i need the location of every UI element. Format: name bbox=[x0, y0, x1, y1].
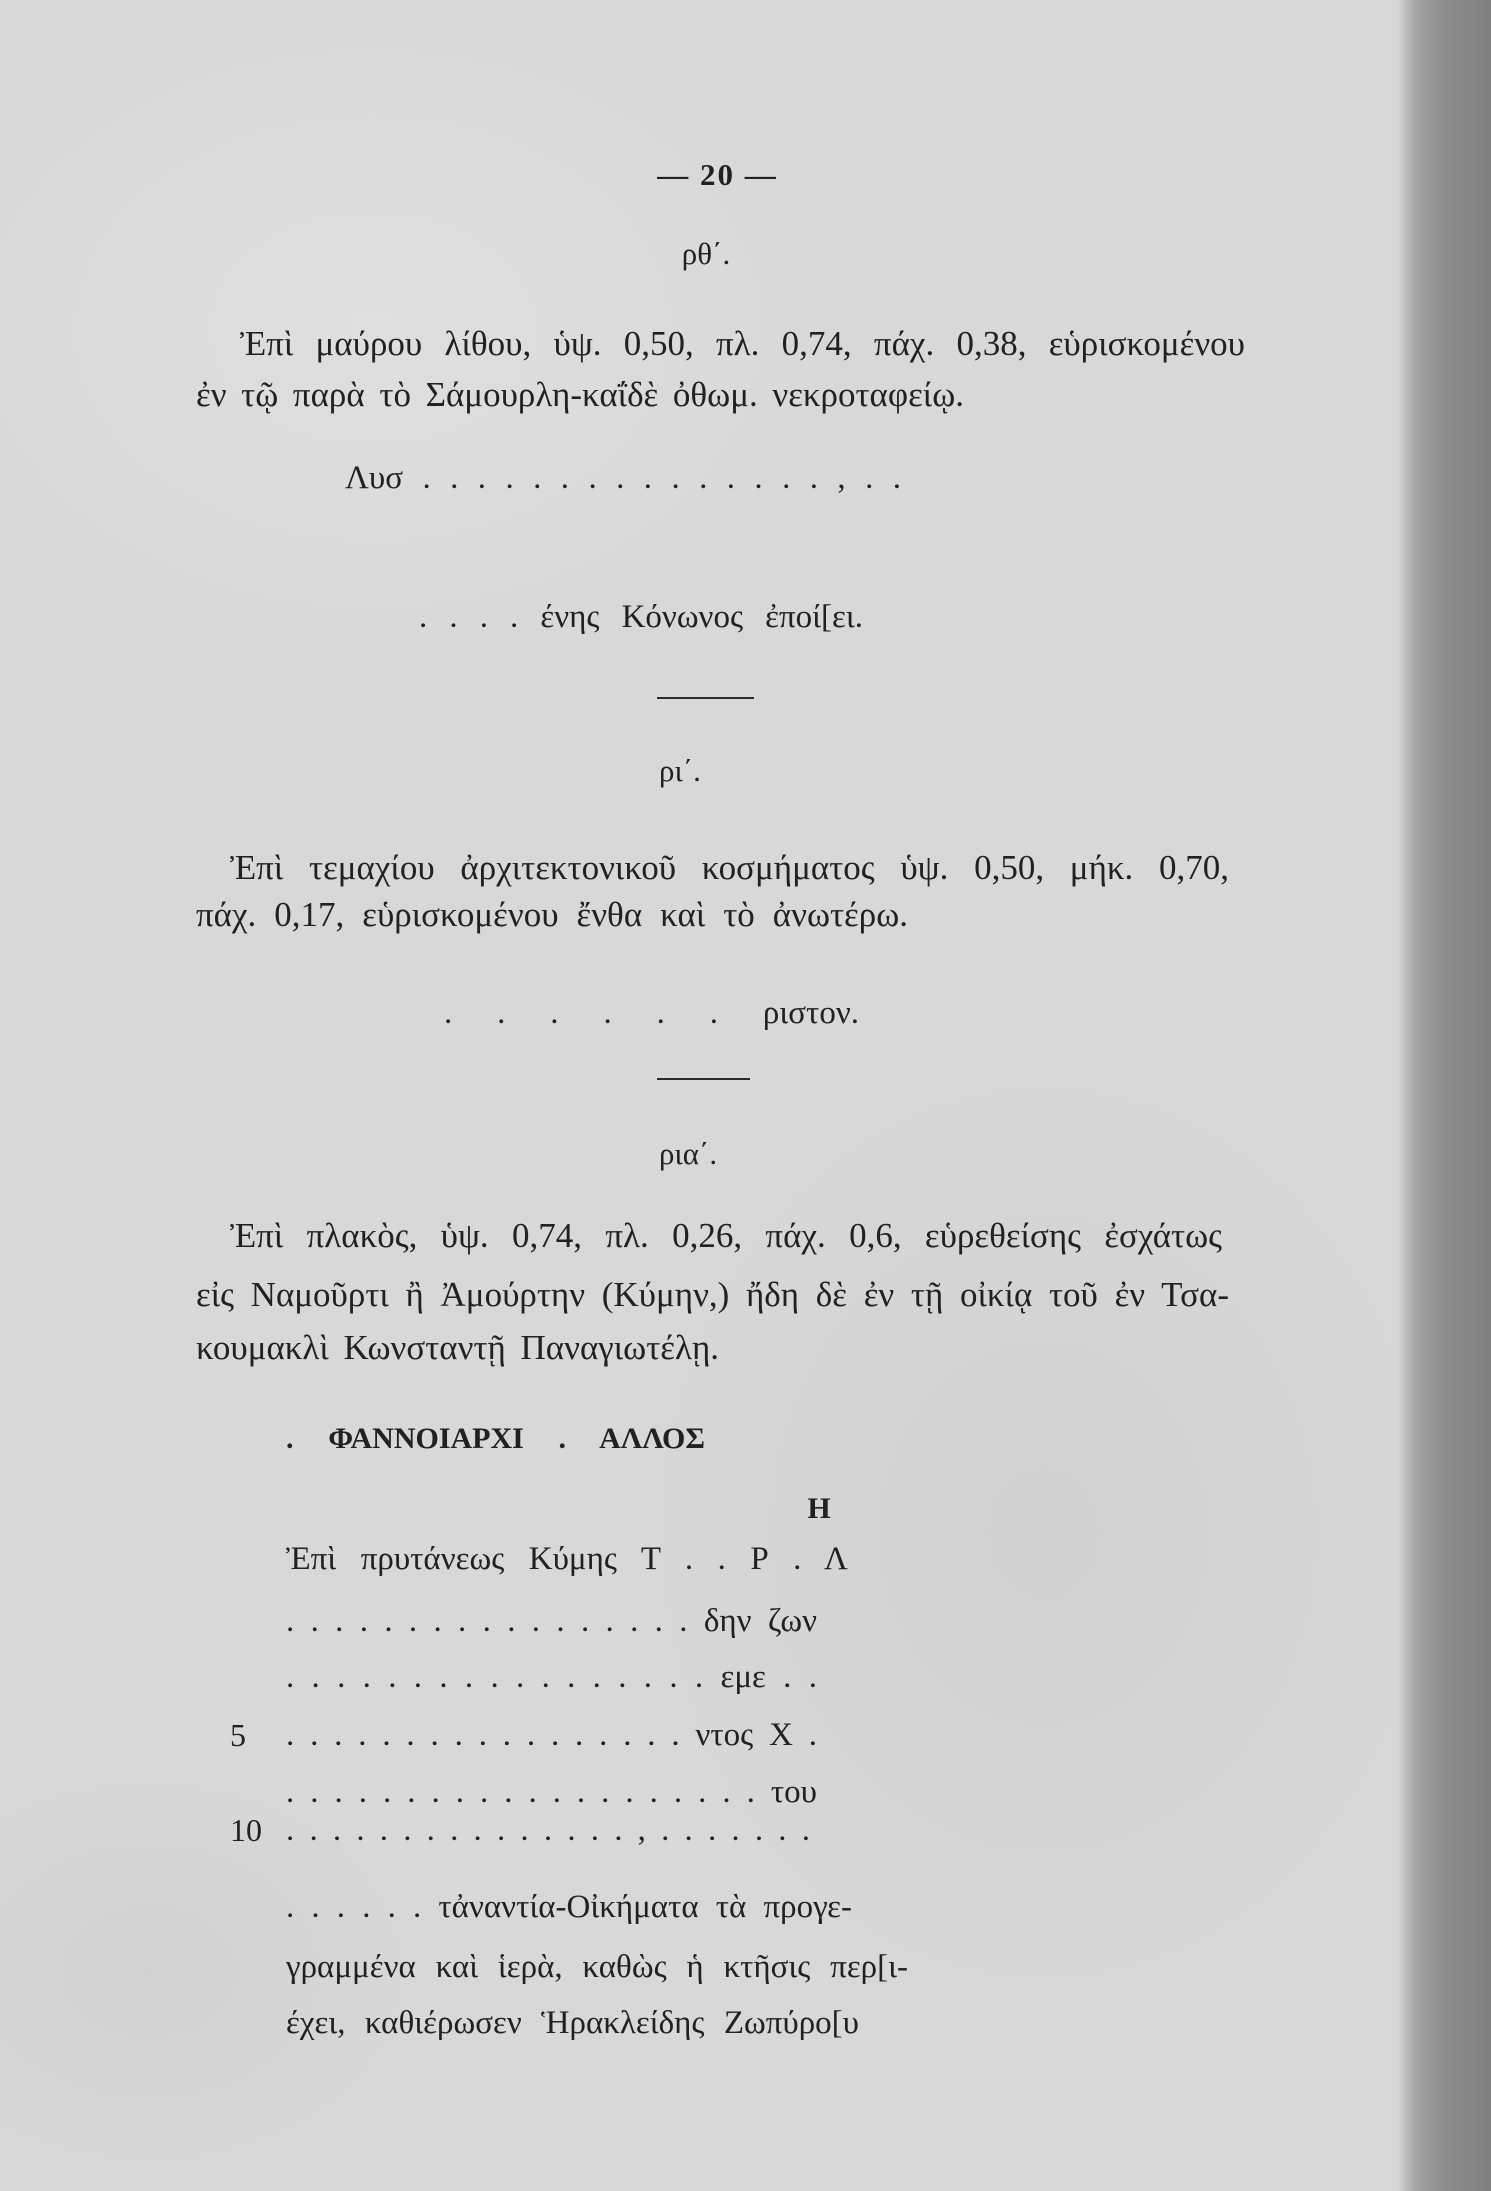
description-line: Ἐπὶ τεμαχίου ἀρχιτεκτονικοῦ κοσμήματος ὑψ. 0,50, μήκ. 0,70, bbox=[230, 848, 1229, 887]
inscription-line: . . . . . . . . . . . . . . . , . . . . . . . bbox=[286, 1812, 810, 1848]
inscription-line: . . . . ένης Κόνωνος ἐποί[ει. bbox=[419, 599, 863, 635]
line-number: 10 bbox=[230, 1812, 262, 1848]
inscription-line: . . . . . . ριστον. bbox=[444, 995, 859, 1031]
inscription-heading: . ΦΑΝΝΟΙΑΡΧΙ . ΑΛΛΟΣ bbox=[286, 1422, 705, 1455]
description-line: Ἐπὶ πλακὸς, ὑψ. 0,74, πλ. 0,26, πάχ. 0,6, εὑρεθείσης ἐσχάτως bbox=[230, 1216, 1222, 1255]
inscription-line: . . . . . . τἀναντία-Οἰκήματα τὰ προγε- bbox=[286, 1889, 852, 1925]
page-number: — 20 — bbox=[657, 157, 778, 192]
entry-numeral: ρι΄. bbox=[659, 753, 701, 788]
page-edge-shadow bbox=[1398, 0, 1491, 2191]
description-line: πάχ. 0,17, εὑρισκομένου ἔνθα καὶ τὸ ἀνωτέρω. bbox=[196, 895, 908, 934]
entry-numeral: ρια΄. bbox=[658, 1136, 718, 1171]
inscription-line: . . . . . . . . . . . . . . . . . ντος Χ . bbox=[286, 1717, 817, 1753]
inscription-line: γραμμένα καὶ ἱερὰ, καθὼς ἡ κτῆσις περ[ι- bbox=[286, 1949, 908, 1985]
description-line: κουμακλὶ Κωνσταντῇ Παναγιωτέλῃ. bbox=[196, 1328, 719, 1367]
inscription-line: Λυσ . . . . . . . . . . . . . . . , . . bbox=[345, 460, 901, 496]
entry-numeral: ρθ΄. bbox=[681, 236, 731, 271]
inscription-line: . . . . . . . . . . . . . . . . . δην ζων bbox=[286, 1603, 817, 1639]
description-line: ἐν τῷ παρὰ τὸ Σάμουρλη-καΐδὲ ὀθωμ. νεκροταφείῳ. bbox=[196, 375, 964, 414]
inscription-line: . . . . . . . . . . . . . . . . . . . . του bbox=[286, 1774, 817, 1810]
description-line: εἰς Ναμοῦρτι ἢ Ἀμούρτην (Κύμην,) ἤδη δὲ ἐν τῇ οἰκίᾳ τοῦ ἐν Τσα- bbox=[196, 1275, 1229, 1314]
inscription-line: έχει, καθιέρωσεν Ἡρακλείδης Ζωπύρο[υ bbox=[286, 2005, 859, 2041]
description-line: Ἐπὶ μαύρου λίθου, ὑψ. 0,50, πλ. 0,74, πάχ. 0,38, εὑρισκομένου bbox=[240, 324, 1245, 363]
inscription-line: . . . . . . . . . . . . . . . . . εμε . . bbox=[286, 1659, 817, 1695]
section-divider bbox=[657, 1078, 750, 1080]
section-divider bbox=[657, 697, 754, 699]
inscription-top-letter: Η bbox=[807, 1492, 831, 1525]
line-number: 5 bbox=[230, 1717, 246, 1753]
inscription-line: Ἐπὶ πρυτάνεως Κύμης Τ . . Ρ . Λ bbox=[286, 1541, 848, 1577]
